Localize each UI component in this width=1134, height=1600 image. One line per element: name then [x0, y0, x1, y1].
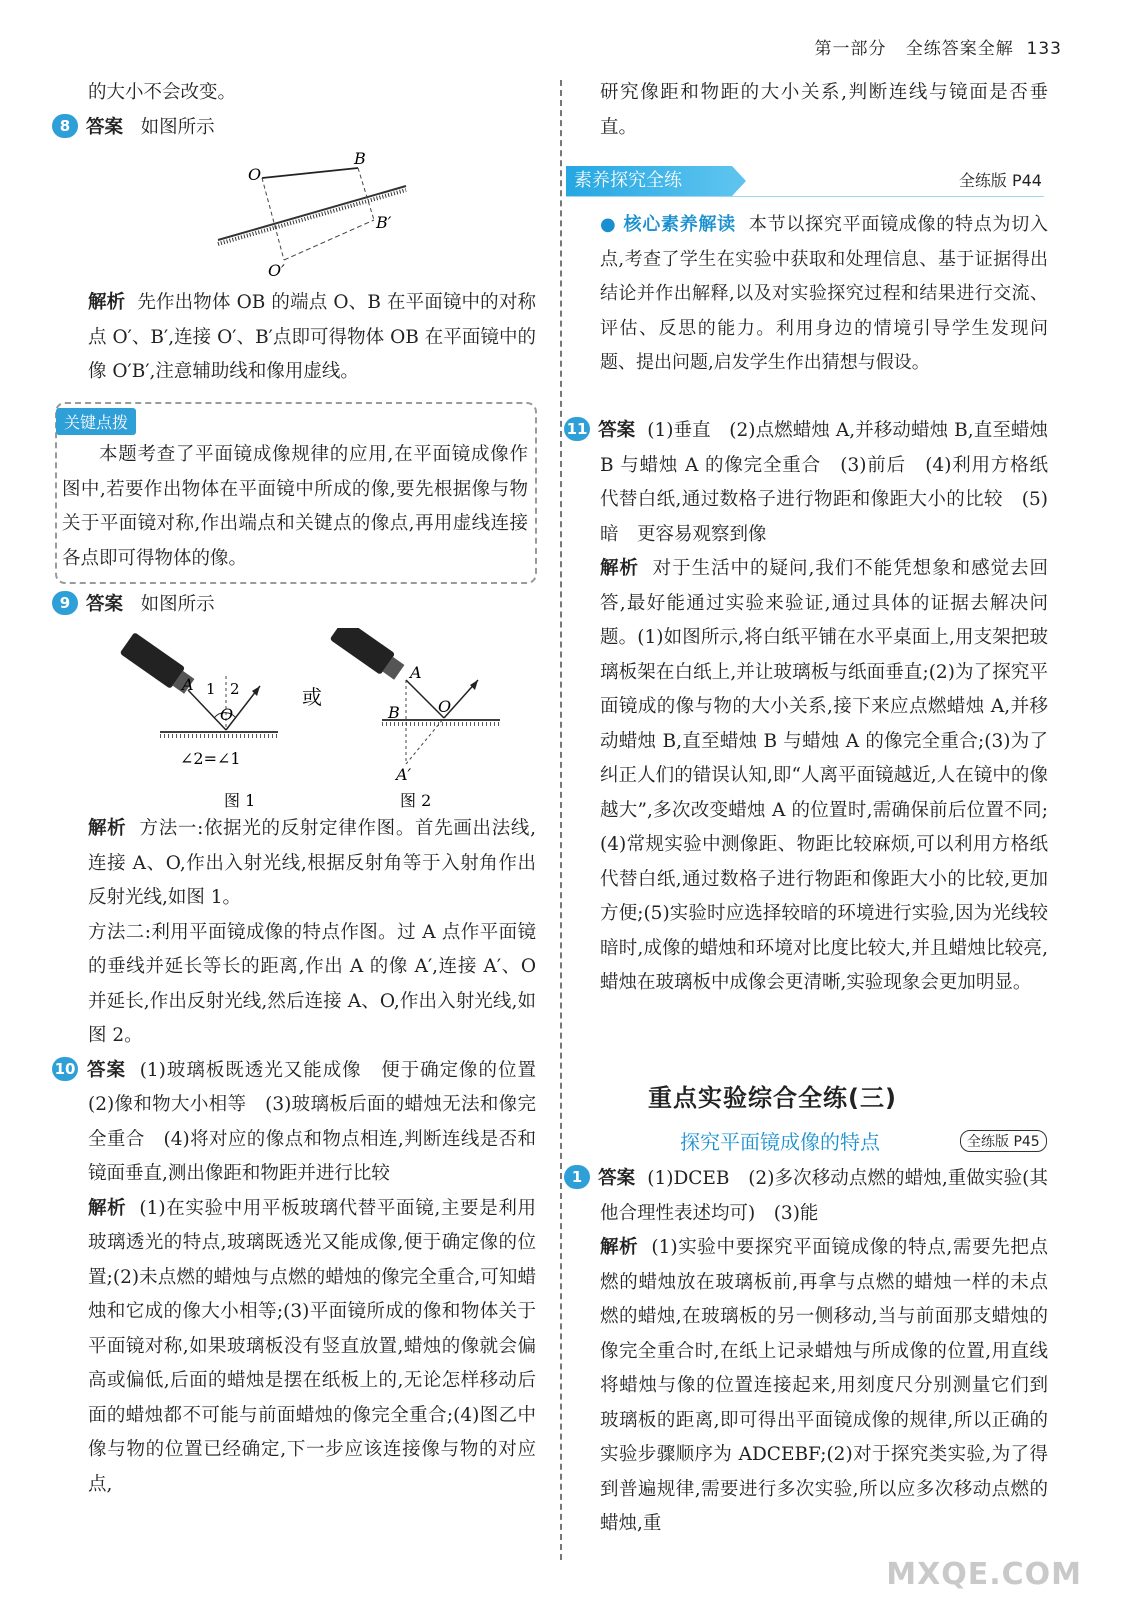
- q10-label: 答案: [86, 1059, 126, 1081]
- key-point-text: 本题考查了平面镜成像规律的应用,在平面镜成像作图中,若要作出物体在平面镜中所成的像,要先根据像与物关于平面镜对称,作出端点和关键点的像点,再用虚线连接各点即可得物体的像。: [62, 444, 528, 569]
- or-label: 或: [302, 685, 322, 709]
- q9-analysis-label: 解析: [88, 818, 127, 839]
- core-label: ● 核心素养解读: [600, 214, 736, 235]
- section-banner: 素养探究全练: [566, 166, 732, 196]
- q10-analysis-label: 解析: [88, 1197, 127, 1219]
- core-literacy: [600, 208, 1048, 381]
- section-rule: [566, 196, 1044, 197]
- column-divider: [560, 80, 562, 1560]
- q11-block: [566, 414, 1049, 1001]
- q8-answer: [59, 111, 536, 146]
- header-title: 全练答案全解: [905, 39, 1014, 59]
- label-b-prime: B′: [376, 213, 392, 232]
- figure-1: [120, 632, 278, 810]
- q9-head: [59, 588, 536, 623]
- label-b: B: [354, 149, 366, 168]
- watermark: MXQE.COM: [886, 1557, 1082, 1592]
- object-ob: [262, 168, 358, 178]
- fig1-label-a: A: [182, 675, 194, 694]
- q9-figures: [110, 628, 530, 814]
- aux-line-b: [358, 168, 374, 220]
- sub-title: 探究平面镜成像的特点: [680, 1130, 880, 1154]
- label-o: O: [248, 165, 262, 184]
- q9-method-1: 方法一:依据光的反射定律作图。首先画出法线,连接 A、O,作出入射光线,根据反射角等于入射角作出反射光线,如图 1。: [88, 818, 536, 908]
- right-continuation: 研究像距和物距的大小关系,判断连线与镜面是否垂直。: [600, 82, 1048, 138]
- flashlight-2: [330, 628, 407, 683]
- q8-analysis: [88, 286, 536, 390]
- q8-figure: [210, 148, 420, 278]
- q1-number: 1: [564, 1165, 590, 1189]
- fig2-label-o: O: [438, 697, 452, 716]
- fig2-label-a: A: [410, 663, 422, 682]
- q8-analysis-text: 先作出物体 OB 的端点 O、B 在平面镜中的对称点 O′、B′,连接 O′、B′点即可得物体 OB 在平面镜中的像 O′B′,注意辅助线和像用虚线。: [88, 292, 536, 382]
- q1-answer: (1)DCEB (2)多次移动点燃的蜡烛,重做实验(其他合理性表述均可) (3)能: [600, 1168, 1048, 1224]
- section-ref: 全练版 P44: [958, 171, 1042, 190]
- image-ob: [284, 220, 374, 260]
- core-label-text: 核心素养解读: [623, 214, 736, 235]
- q11-label: 答案: [598, 420, 636, 441]
- q11-analysis: 对于生活中的疑问,我们不能凭想象和感觉去回答,最好能通过实验来验证,通过具体的证据去解决问题。(1)如图所示,将白纸平铺在水平桌面上,用支架把玻璃板架在白纸上,并让玻璃板与纸面垂直;(2)为了探究平面镜成的像与物的大小关系,接下来应点燃蜡烛 A,并移动蜡烛 B,直至蜡烛 B 与蜡烛 A 的像完全重合;(3)为了纠正人们的错误认知,即“人离平面镜越近,人在镜中的像越大”,多次改变蜡烛 A 的位置时,需确保前后位置不同;(4)常规实验中测像距、物距比较麻烦,可以利用方格纸代替白纸,通过数格子进行物距和像距大小的比较,更加方便;(5)实验时应选择较暗的环境进行实验,因为光线较暗时,成像的蜡烛和环境对比度比较大,并且蜡烛比较亮,蜡烛在玻璃板中成像会更清晰,实验现象会更加明显。: [600, 558, 1048, 993]
- label-o-prime: O′: [268, 261, 285, 278]
- q11-answer: (1)垂直 (2)点燃蜡烛 A,并移动蜡烛 B,直至蜡烛 B 与蜡烛 A 的像完全重合 (3)前后 (4)利用方格纸代替白纸,通过数格子进行物距和像距大小的比较 (5)暗 更容易观察到像: [600, 420, 1049, 545]
- extension-2: [406, 718, 444, 764]
- sub-ref: 全练版 P45: [960, 1130, 1047, 1152]
- q1-analysis: (1)实验中要探究平面镜成像的特点,需要先把点燃的蜡烛放在玻璃板前,再拿与点燃的蜡烛一样的未点燃的蜡烛,在玻璃板的另一侧移动,当与前面那支蜡烛的像完全重合时,在纸上记录蜡烛与所成像的位置,用直线将蜡烛与像的位置连接起来,用刻度尺分别测量它们到玻璃板的距离,即可得出平面镜成像的规律,所以正确的实验步骤顺序为 ADCEBF;(2)对于探究类实验,为了得到普遍规律,需要进行多次实验,所以应多次移动点燃的蜡烛,重: [600, 1237, 1048, 1534]
- core-text: 本节以探究平面镜成像的特点为切入点,考查了学生在实验中获取和处理信息、基于证据得出结论并作出解释,以及对实验探究过程和结果进行交流、评估、反思的能力。利用身边的情境引导学生发现问题、提出问题,启发学生作出猜想与假设。: [600, 214, 1049, 373]
- left-top: [59, 76, 536, 145]
- q9-label: 答案: [86, 594, 124, 615]
- q9-text: 如图所示: [140, 594, 215, 615]
- q11-analysis-label: 解析: [600, 558, 639, 579]
- fig1-label-o: O: [220, 705, 234, 724]
- fig1-equation: ∠2=∠1: [180, 749, 241, 768]
- fig2-label-b: B: [388, 703, 400, 722]
- fig1-angle-1: 1: [206, 680, 216, 698]
- q8-analysis-label: 解析: [88, 292, 126, 313]
- q9-analysis: [54, 812, 555, 1502]
- aux-line-o: [262, 178, 284, 260]
- q8-text: 如图所示: [140, 116, 215, 138]
- figure-2: [330, 628, 500, 810]
- page-number: 133: [1026, 39, 1062, 59]
- fig2-caption: 图 2: [400, 791, 432, 810]
- header-section: 第一部分: [814, 39, 887, 59]
- q11-number: 11: [564, 417, 590, 441]
- q10-number: 10: [52, 1057, 78, 1081]
- left-continuation: 的大小不会改变。: [88, 82, 237, 103]
- big-title: 重点实验综合全练(三): [648, 1084, 897, 1112]
- q1-label: 答案: [598, 1168, 636, 1189]
- key-point-tag: 关键点拨: [56, 408, 136, 435]
- q10-analysis: (1)在实验中用平板玻璃代替平面镜,主要是利用玻璃透光的特点,玻璃既透光又能成像,便于确定像的位置;(2)未点燃的蜡烛与点燃的蜡烛的像完全重合,可知蜡烛和它成的像大小相等;(3)平面镜所成的像和物体关于平面镜对称,如果玻璃板没有竖直放置,蜡烛的像就会偏高或偏低,后面的蜡烛是摆在纸板上的,无论怎样移动后面的蜡烛都不可能与前面蜡烛的像完全重合;(4)图乙中像与物的位置已经确定,下一步应该连接像与物的对应点,: [88, 1197, 536, 1495]
- q9-number: 9: [52, 591, 78, 615]
- right-top: [600, 76, 1048, 145]
- q10-answer: (1)玻璃板既透光又能成像 便于确定像的位置 (2)像和物大小相等 (3)玻璃板后面的蜡烛无法和像完全重合 (4)将对应的像点和物点相连,判断连线是否和镜面垂直,测出像距和物距并进行比较: [88, 1059, 555, 1184]
- key-point-content: [62, 438, 528, 576]
- q8-number: 8: [52, 114, 78, 138]
- fig1-angle-2: 2: [230, 680, 240, 698]
- q8-label: 答案: [86, 116, 124, 138]
- q1-block: [571, 1162, 1048, 1542]
- page-header: [815, 34, 1062, 59]
- q1-analysis-label: 解析: [600, 1237, 639, 1258]
- q9-method-2: 方法二:利用平面镜成像的特点作图。过 A 点作平面镜的垂线并延长等长的距离,作出 A 的像 A′,连接 A′、O 并延长,作出反射光线,然后连接 A、O,作出入射光线,如图 2。: [88, 921, 536, 1046]
- fig1-caption: 图 1: [224, 791, 256, 810]
- fig2-label-a-prime: A′: [396, 765, 412, 784]
